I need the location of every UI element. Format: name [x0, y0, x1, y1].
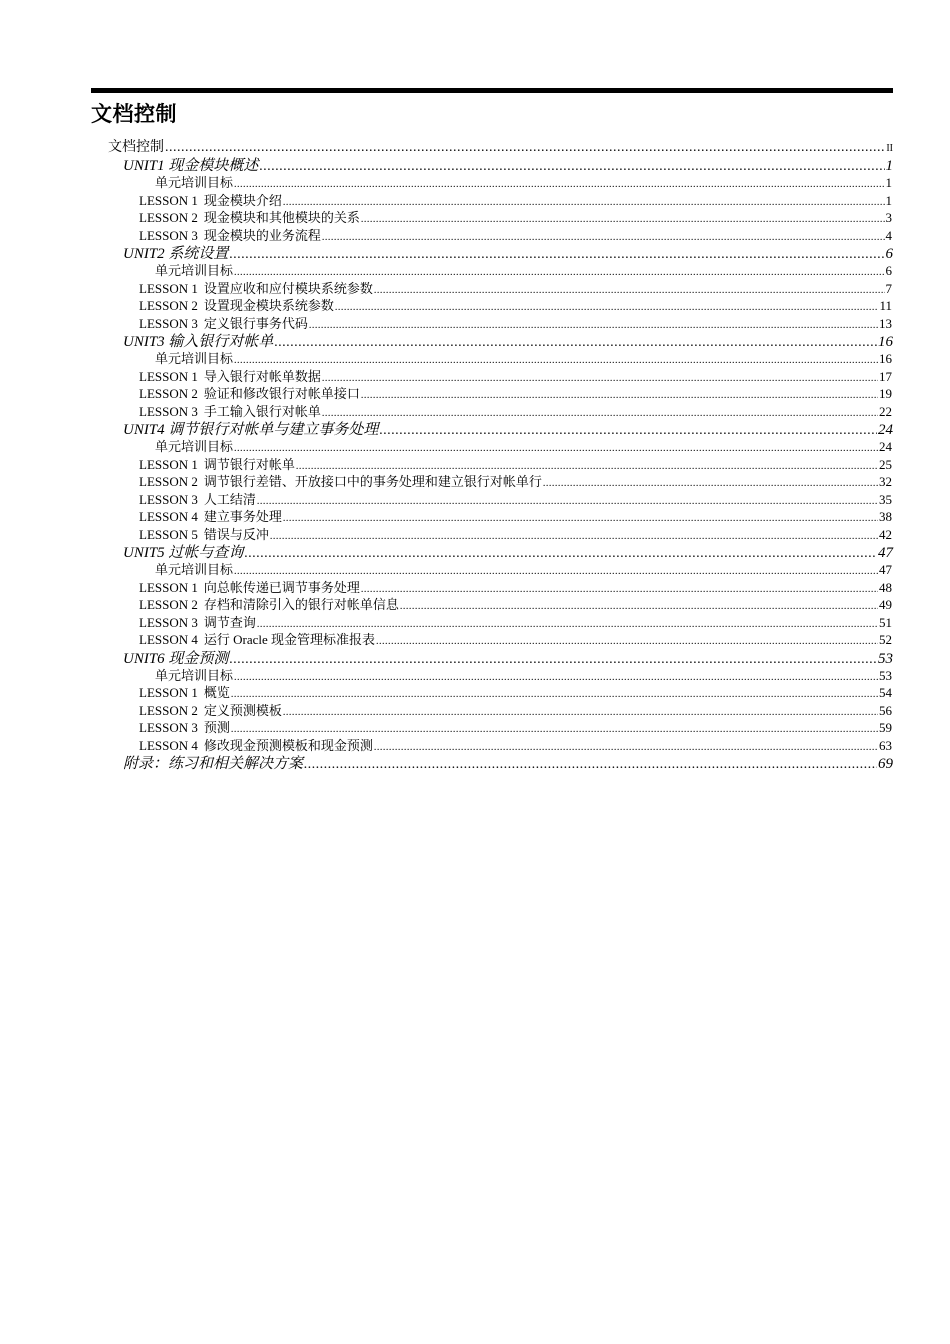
header-rule	[91, 88, 893, 93]
toc-entry[interactable]	[123, 330, 893, 348]
toc-entry-label: UNIT2 系统设置	[123, 246, 229, 262]
toc-page-number: 17	[879, 368, 892, 384]
toc-entry[interactable]	[139, 682, 892, 700]
toc-entry[interactable]	[139, 366, 892, 384]
toc-entry-label: 现金模块的业务流程	[203, 227, 321, 243]
toc-page-number: 42	[879, 526, 892, 542]
toc-page-number: 6	[885, 263, 892, 278]
toc-entry[interactable]	[139, 454, 892, 472]
toc-entry-label: 设置现金模块系统参数	[203, 298, 334, 313]
toc-entry-label: 现金模块介绍	[203, 192, 282, 208]
toc-page-number: 54	[879, 685, 892, 700]
toc-page-number: 22	[879, 403, 892, 419]
toc-entry-label: 设置应收和应付模块系统参数	[203, 280, 373, 296]
toc-entry-label: 单元培训目标	[155, 175, 234, 190]
toc-entry-label: 文档控制	[108, 140, 164, 155]
toc-entry-label: 存档和清除引入的银行对帐单信息	[203, 597, 399, 612]
toc-entry-label: 调节银行差错、开放接口中的事务处理和建立银行对帐单行	[203, 474, 542, 489]
toc-entry-title	[123, 752, 303, 773]
toc-entry-title	[139, 225, 321, 244]
toc-dot-leader	[304, 756, 877, 773]
toc-entry-title	[139, 366, 321, 385]
toc-page-number: 53	[879, 667, 892, 683]
toc-entry[interactable]	[139, 524, 892, 542]
toc-page-number: 32	[879, 474, 892, 489]
toc-page-number: II	[886, 143, 893, 154]
toc-entry-label: 概览	[203, 685, 230, 700]
toc-entry[interactable]	[139, 594, 892, 612]
toc-page-number: 53	[878, 650, 893, 667]
toc-entry[interactable]	[155, 665, 892, 683]
toc-entry-label: 单元培训目标	[155, 562, 234, 577]
toc-page-number: 35	[879, 491, 892, 507]
toc-entry[interactable]	[123, 242, 893, 260]
toc-entry-label: 单元培训目标	[155, 667, 234, 683]
toc-lesson-number: LESSON 3	[139, 315, 198, 331]
toc-page-number: 7	[885, 280, 892, 296]
toc-entry-title	[139, 295, 334, 314]
toc-entry-label: 定义预测模板	[203, 702, 282, 718]
toc-lesson-number: LESSON 3	[139, 491, 198, 507]
toc-entry-title	[139, 471, 542, 490]
toc-entry-label: UNIT6 现金预测	[123, 650, 229, 667]
toc-entry[interactable]	[139, 577, 892, 595]
toc-entry[interactable]	[108, 136, 893, 154]
toc-lesson-number: LESSON 3	[139, 403, 198, 419]
toc-entry-label: 调节查询	[203, 614, 256, 630]
toc-entry[interactable]	[139, 278, 892, 296]
toc-entry[interactable]	[139, 735, 892, 753]
toc-lesson-number: LESSON 3	[139, 227, 198, 243]
toc-lesson-number: LESSON 3	[139, 614, 198, 630]
toc-entry[interactable]	[139, 489, 892, 507]
toc-entry-title	[139, 383, 360, 402]
toc-page-number: 24	[879, 439, 892, 454]
table-of-contents	[0, 136, 950, 770]
toc-page-number: 4	[885, 227, 892, 243]
toc-entry-title	[155, 665, 233, 684]
toc-page-number: 51	[879, 614, 892, 630]
page-title: 文档控制	[91, 102, 177, 126]
toc-page-number: 59	[879, 720, 892, 735]
toc-entry-title	[139, 506, 282, 525]
toc-lesson-number: LESSON 5	[139, 526, 198, 542]
toc-entry-title	[139, 735, 373, 754]
toc-entry-title	[139, 454, 295, 473]
toc-entry-title	[139, 717, 230, 736]
toc-entry-title	[155, 172, 233, 191]
toc-entry[interactable]	[139, 506, 892, 524]
toc-entry[interactable]	[123, 418, 893, 436]
toc-lesson-number: LESSON 1	[139, 192, 198, 208]
toc-page-number: 16	[878, 334, 893, 350]
toc-lesson-number: LESSON 4	[139, 737, 198, 753]
toc-lesson-number: LESSON 1	[139, 685, 198, 700]
toc-lesson-number: LESSON 4	[139, 509, 198, 524]
toc-page-number: 19	[879, 386, 892, 401]
toc-entry[interactable]	[139, 313, 892, 331]
toc-entry-title	[139, 401, 321, 420]
toc-entry[interactable]	[123, 647, 893, 665]
toc-lesson-number: LESSON 4	[139, 632, 198, 647]
toc-lesson-number: LESSON 1	[139, 579, 198, 595]
toc-entry-label: 建立事务处理	[203, 509, 282, 524]
toc-entry-title	[155, 348, 233, 367]
toc-lesson-number: LESSON 2	[139, 597, 198, 612]
toc-entry-title	[139, 700, 282, 719]
toc-page-number: 1	[885, 192, 892, 208]
toc-entry-title	[139, 629, 375, 648]
toc-entry-title	[139, 612, 256, 631]
toc-entry[interactable]	[139, 207, 892, 225]
toc-entry-label: 修改现金预测模板和现金预测	[203, 737, 373, 753]
toc-entry-label: 向总帐传递已调节事务处理	[203, 579, 360, 595]
toc-entry-title	[155, 436, 233, 455]
toc-entry[interactable]	[155, 260, 892, 278]
toc-page-number: 48	[879, 579, 892, 595]
toc-page-number: 63	[879, 737, 892, 753]
toc-entry-label: 单元培训目标	[155, 263, 234, 278]
toc-entry-title	[108, 136, 164, 156]
toc-entry-label: UNIT4 调节银行对帐单与建立事务处理	[123, 422, 379, 438]
toc-entry[interactable]	[155, 348, 892, 366]
toc-entry-title	[139, 524, 269, 543]
toc-entry-title	[139, 682, 230, 701]
toc-page-number: 49	[879, 597, 892, 612]
toc-entry-label: 手工输入银行对帐单	[203, 403, 321, 419]
toc-entry-title	[155, 260, 233, 279]
toc-entry[interactable]	[139, 295, 892, 313]
toc-page-number: 38	[879, 509, 892, 524]
toc-entry-label: 附录：练习和相关解决方案	[123, 756, 304, 772]
toc-lesson-number: LESSON 2	[139, 702, 198, 718]
toc-entry[interactable]	[139, 629, 892, 647]
toc-page-number: 69	[878, 756, 893, 772]
toc-entry-title	[139, 577, 360, 596]
toc-entry-label: 错误与反冲	[203, 526, 269, 542]
toc-lesson-number: LESSON 2	[139, 210, 198, 225]
toc-entry-label: 人工结清	[203, 491, 256, 507]
toc-entry[interactable]	[155, 559, 892, 577]
toc-entry[interactable]	[139, 190, 892, 208]
toc-entry-label: 单元培训目标	[155, 351, 234, 366]
toc-entry[interactable]	[139, 401, 892, 419]
toc-entry[interactable]	[123, 752, 893, 770]
toc-lesson-number: LESSON 2	[139, 386, 198, 401]
toc-lesson-number: LESSON 1	[139, 368, 198, 384]
toc-page-number: 25	[879, 456, 892, 472]
toc-entry-label: 定义银行事务代码	[203, 315, 308, 331]
toc-page-number: 3	[885, 210, 892, 225]
toc-page-number: 16	[879, 351, 892, 366]
toc-entry[interactable]	[155, 436, 892, 454]
toc-page-number: 52	[879, 632, 892, 647]
toc-page-number: 13	[879, 315, 892, 331]
toc-entry[interactable]	[123, 154, 893, 172]
toc-lesson-number: LESSON 2	[139, 474, 198, 489]
toc-page-number: 11	[879, 298, 892, 313]
toc-entry-label: 预测	[203, 720, 230, 735]
toc-entry[interactable]	[155, 172, 892, 190]
toc-entry-title	[139, 489, 256, 508]
toc-lesson-number: LESSON 1	[139, 280, 198, 296]
toc-entry-title	[139, 190, 282, 209]
toc-lesson-number: LESSON 2	[139, 298, 198, 313]
toc-entry-label: UNIT3 输入银行对帐单	[123, 334, 274, 350]
toc-entry-label: 单元培训目标	[155, 439, 234, 454]
toc-entry-title	[155, 559, 233, 578]
toc-entry-label: 现金模块和其他模块的关系	[203, 210, 360, 225]
toc-page-number: 1	[885, 158, 893, 174]
toc-entry[interactable]	[139, 700, 892, 718]
toc-entry-label: 导入银行对帐单数据	[203, 368, 321, 384]
toc-entry-label: 运行 Oracle 现金管理标准报表	[203, 632, 376, 647]
toc-page-number: 1	[885, 175, 892, 190]
toc-page-number: 47	[878, 545, 893, 561]
toc-entry-title	[139, 278, 373, 297]
toc-entry[interactable]	[123, 541, 893, 559]
toc-entry-title	[139, 594, 399, 613]
toc-page-number: 24	[878, 422, 893, 438]
toc-lesson-number: LESSON 1	[139, 456, 198, 472]
toc-entry[interactable]	[139, 383, 892, 401]
toc-entry-label: UNIT5 过帐与查询	[123, 545, 244, 561]
toc-page-number: 47	[879, 562, 892, 577]
toc-entry[interactable]	[139, 225, 892, 243]
toc-entry-label: UNIT1 现金模块概述	[123, 158, 259, 174]
toc-entry-title	[139, 313, 308, 332]
toc-lesson-number: LESSON 3	[139, 720, 198, 735]
toc-page-number: 56	[879, 702, 892, 718]
toc-entry[interactable]	[139, 612, 892, 630]
toc-entry-label: 验证和修改银行对帐单接口	[203, 386, 360, 401]
toc-entry-label: 调节银行对帐单	[203, 456, 295, 472]
toc-entry-title	[139, 207, 360, 226]
toc-entry[interactable]	[139, 471, 892, 489]
toc-page-number: 6	[885, 246, 893, 262]
toc-entry[interactable]	[139, 717, 892, 735]
